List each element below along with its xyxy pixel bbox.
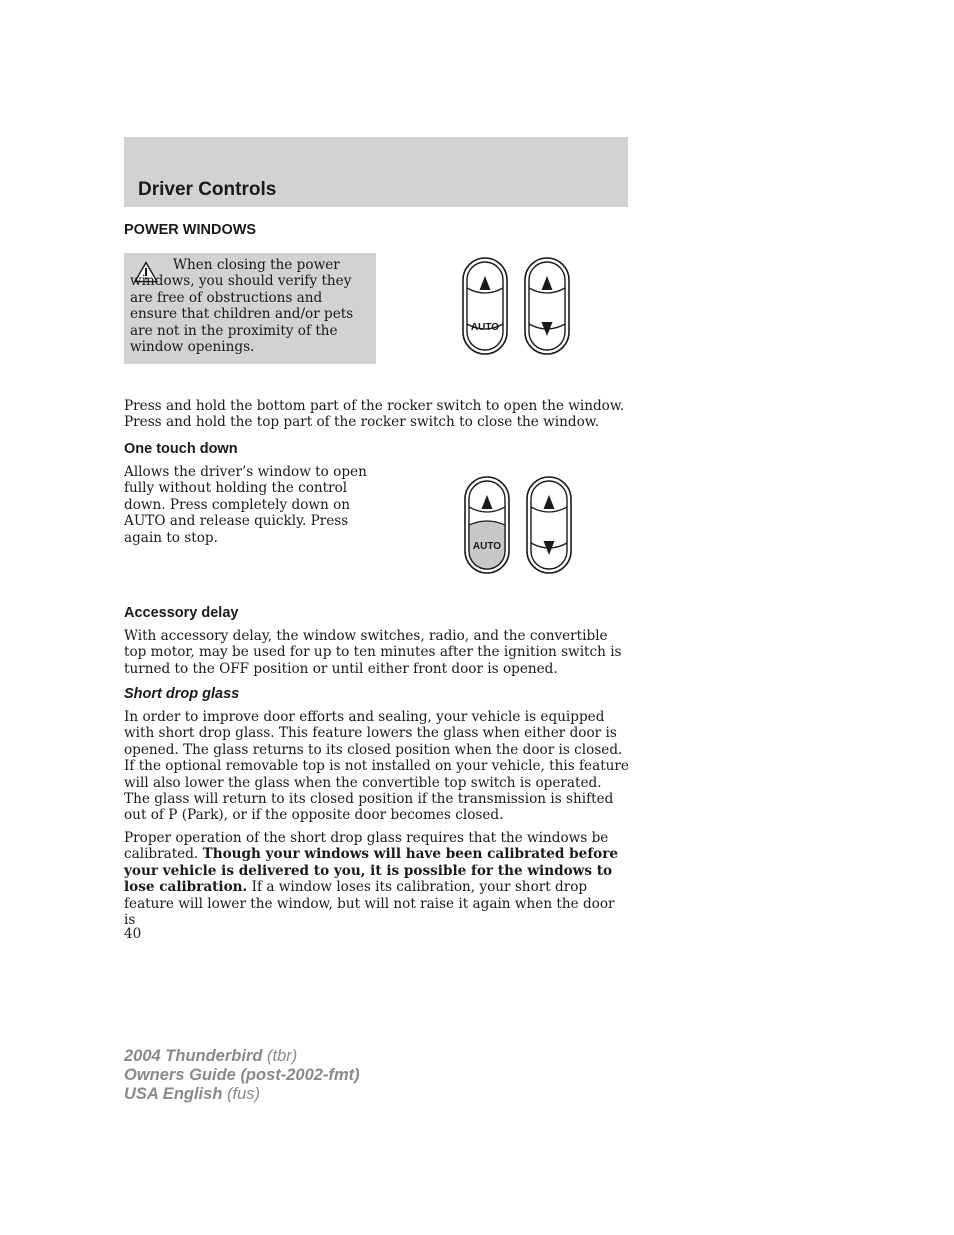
accessory-delay-body: With accessory delay, the window switches, radio, and the convertible top motor, may be used for up to ten minutes after the ignition switch is turned to the OFF position or until either front door is opened. bbox=[124, 628, 622, 677]
short-drop-glass-heading: Short drop glass bbox=[124, 686, 240, 702]
window-switch-figure bbox=[460, 256, 572, 356]
warning-text: When closing the power windows, you should verify they are free of obstructions and ensure that children and/or pets are not in the proximity of the window openings. bbox=[130, 257, 354, 356]
document-footer: 2004 Thunderbird (tbr) Owners Guide (post-2002-fmt) USA English (fus) bbox=[124, 1047, 360, 1103]
power-windows-heading: POWER WINDOWS bbox=[124, 222, 257, 238]
accessory-delay-heading: Accessory delay bbox=[124, 605, 239, 621]
auto-label: AUTO bbox=[470, 322, 500, 333]
auto-label-pressed: AUTO bbox=[472, 541, 502, 552]
one-touch-switch-figure bbox=[462, 475, 574, 575]
page-number: 40 bbox=[124, 926, 142, 942]
short-drop-glass-body: In order to improve door efforts and sealing, your vehicle is equipped with short drop glass. This feature lowers the glass when either door is opened. The glass returns to its closed position when the door is closed. If the optional removable top is not installed on your vehicle, this feature will also lower the glass when the convertible top switch is operated. The glass will return to its closed position if the transmission is shifted out of P (Park), or if the opposite door becomes closed. bbox=[124, 709, 629, 824]
section-header-band bbox=[124, 137, 628, 207]
one-touch-down-body: Allows the driver’s window to open fully without holding the control down. Press completely down on AUTO and release quickly. Press again to stop. bbox=[124, 464, 367, 546]
one-touch-down-heading: One touch down bbox=[124, 441, 238, 457]
short-drop-glass-calibration: Proper operation of the short drop glass requires that the windows be calibrated. Though your windows will have been calibrated before your vehicle is delivered to you, it is possible for the windows to lose calibration. If a window loses its calibration, your short drop feature will lower the window, but will not raise it again when the door is bbox=[124, 830, 619, 929]
power-windows-instructions: Press and hold the bottom part of the rocker switch to open the window. Press and hold the top part of the rocker switch to close the window. bbox=[124, 398, 625, 431]
section-title: Driver Controls bbox=[138, 179, 277, 200]
warning-box bbox=[124, 253, 376, 364]
